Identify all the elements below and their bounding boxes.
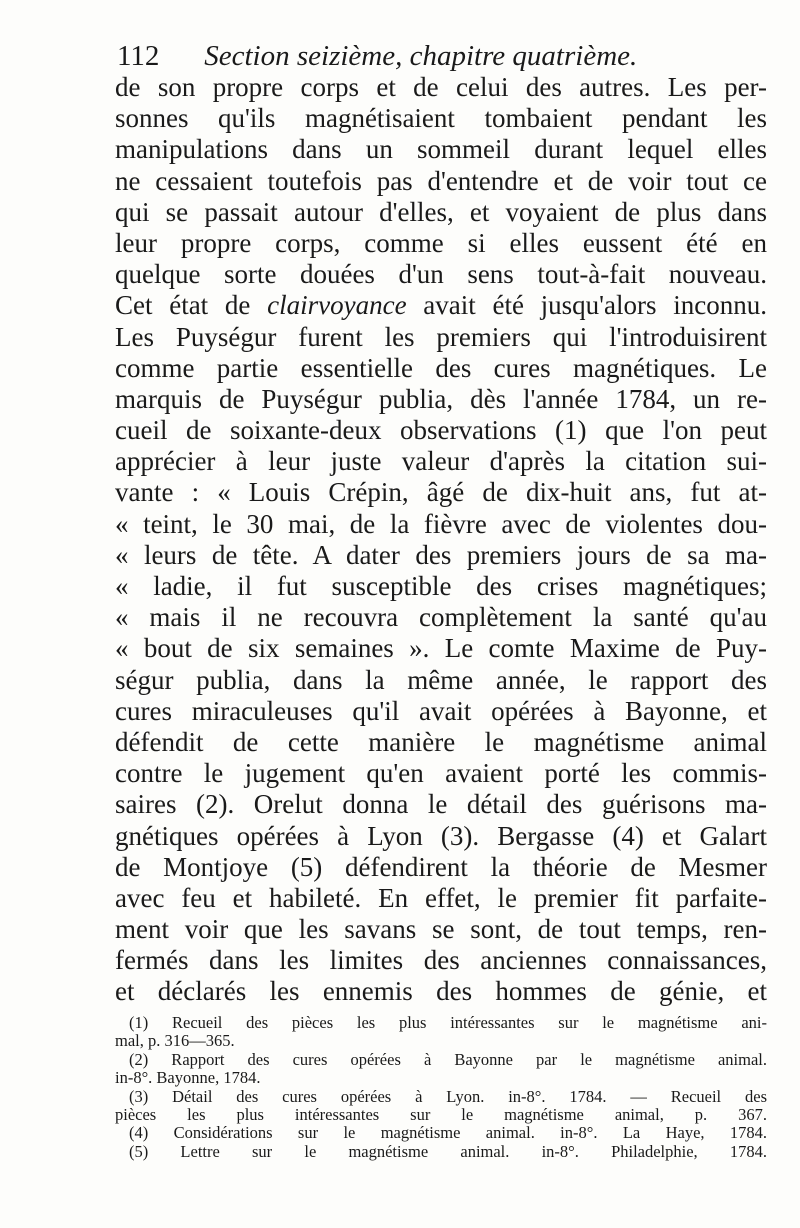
body-line: comme partie essentielle des cures magnétiques. Le <box>115 352 767 383</box>
running-head <box>117 36 697 76</box>
body-line: quelque sorte douées d'un sens tout-à-fait nouveau. <box>115 259 767 290</box>
footnotes <box>115 1014 767 1161</box>
footnote-line: (1) Recueil des pièces les plus intéressantes sur le magnétisme ani- <box>129 1014 767 1032</box>
body-line: sonnes qu'ils magnétisaient tombaient pendant les <box>115 103 767 134</box>
italic-term: clairvoyance <box>267 290 407 321</box>
footnote-line: in-8°. Bayonne, 1784. <box>115 1069 261 1088</box>
body-line: Les Puységur furent les premiers qui l'introduisirent <box>115 321 767 352</box>
footnote-line: (5) Lettre sur le magnétisme animal. in-8°. Philadelphie, 1784. <box>129 1142 767 1161</box>
body-line: et déclarés les ennemis des hommes de génie, et <box>115 976 767 1007</box>
body-line: manipulations dans un sommeil durant lequel elles <box>115 134 767 165</box>
footnote-line: (3) Détail des cures opérées à Lyon. in-8°. 1784. — Recueil des <box>129 1087 767 1106</box>
running-title: Section seizième, chapitre quatrième. <box>204 40 638 72</box>
body-line: marquis de Puységur publia, dès l'année 1784, un re- <box>115 383 767 414</box>
body-line: « bout de six semaines ». Le comte Maxime de Puy- <box>115 633 767 664</box>
body-line: ment voir que les savans se sont, de tout temps, ren- <box>115 914 767 945</box>
body-line: cures miraculeuses qu'il avait opérées à Bayonne, et <box>115 695 767 726</box>
body-line: cueil de soixante-deux observations (1) que l'on peut <box>115 415 767 446</box>
footnote-line: mal, p. 316—365. <box>115 1032 235 1051</box>
body-line: de Montjoye (5) défendirent la théorie de Mesmer <box>115 851 767 882</box>
body-line: gnétiques opérées à Lyon (3). Bergasse (4) et Galart <box>115 820 767 851</box>
body-line: Cet état de clairvoyance avait été jusqu'alors inconnu. <box>115 290 767 321</box>
body-line: ne cessaient toutefois pas d'entendre et de voir tout ce <box>115 165 767 196</box>
body-line: « mais il ne recouvra complètement la santé qu'au <box>115 602 767 633</box>
footnote-line: pièces les plus intéressantes sur le magnétisme animal, p. 367. <box>115 1105 767 1124</box>
body-line: leur propre corps, comme si elles eussent été en <box>115 227 767 258</box>
body-line: fermés dans les limites des anciennes connaissances, <box>115 945 767 976</box>
page-number: 112 <box>117 40 160 72</box>
body-line: vante : « Louis Crépin, âgé de dix-huit ans, fut at- <box>115 477 767 508</box>
footnote-line: (4) Considérations sur le magnétisme animal. in-8°. La Haye, 1784. <box>129 1124 767 1143</box>
body-line: saires (2). Orelut donna le détail des guérisons ma- <box>115 789 767 820</box>
body-line: défendit de cette manière le magnétisme animal <box>115 726 767 757</box>
body-line: « teint, le 30 mai, de la fièvre avec de violentes dou- <box>115 508 767 539</box>
body-line: avec feu et habileté. En effet, le premier fit parfaite- <box>115 882 767 913</box>
footnote-line: (2) Rapport des cures opérées à Bayonne par le magnétisme animal. <box>129 1050 767 1069</box>
body-line: « ladie, il fut susceptible des crises magnétiques; <box>115 571 767 601</box>
body-text <box>115 72 767 1008</box>
body-line: « leurs de tête. A dater des premiers jours de sa ma- <box>115 539 767 570</box>
body-line: de son propre corps et de celui des autres. Les per- <box>115 72 767 102</box>
body-line: apprécier à leur juste valeur d'après la citation sui- <box>115 446 767 477</box>
body-line: ségur publia, dans la même année, le rapport des <box>115 664 767 695</box>
body-line: contre le jugement qu'en avaient porté les commis- <box>115 758 767 789</box>
body-line: qui se passait autour d'elles, et voyaient de plus dans <box>115 196 767 227</box>
